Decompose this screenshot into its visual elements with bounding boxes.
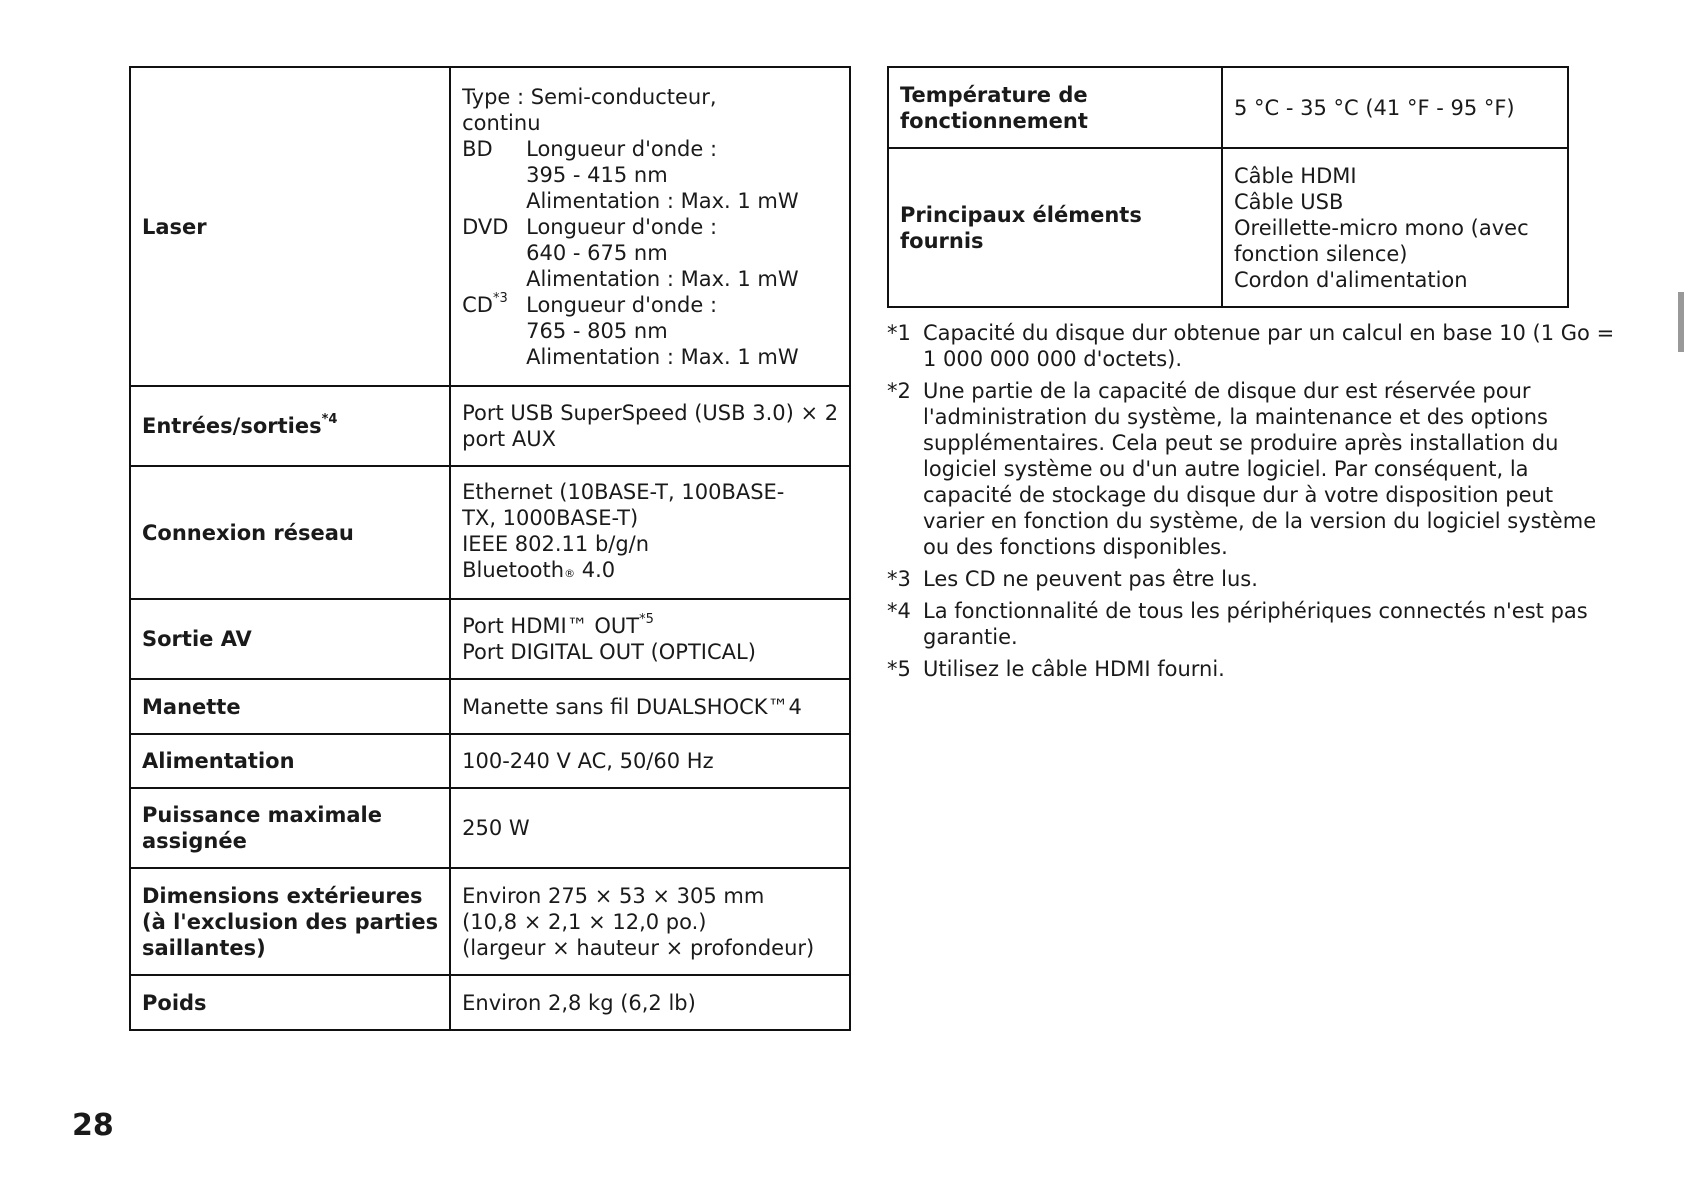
bluetooth-version: 4.0 <box>575 557 616 582</box>
value-line: (10,8 × 2,1 × 12,0 po.) <box>462 909 707 934</box>
spec-label-text: (à l'exclusion des parties <box>142 909 439 934</box>
section-edge-tab <box>1678 292 1684 352</box>
value-line: fonction silence) <box>1234 241 1408 266</box>
spec-label-text: Connexion réseau <box>142 520 354 545</box>
footnote-mark: *4 <box>887 599 911 623</box>
value-line: Port USB SuperSpeed (USB 3.0) × 2 <box>462 401 839 425</box>
spec-value <box>1222 67 1568 148</box>
footnote-mark: *3 <box>887 567 911 591</box>
table-row <box>130 975 850 1030</box>
laser-tag: BD <box>462 136 493 161</box>
footnote <box>887 320 1615 372</box>
value-line: 765 - 805 nm <box>526 318 668 343</box>
page-number: 28 <box>72 1108 114 1143</box>
spec-value <box>1222 148 1568 307</box>
footnote <box>887 566 1569 592</box>
table-row <box>130 868 850 975</box>
spec-value <box>450 679 850 734</box>
footnote-line: varier en fonction du système, de la version du logiciel système <box>923 509 1597 533</box>
value-line: (largeur × hauteur × profondeur) <box>462 935 815 960</box>
spec-table-left <box>129 66 851 1031</box>
table-row <box>130 599 850 679</box>
spec-table-right <box>887 66 1569 308</box>
laser-tag-text: CD <box>462 292 493 317</box>
spec-label <box>888 148 1222 307</box>
value-line: Câble HDMI <box>1234 163 1357 188</box>
value-line: Longueur d'onde : <box>526 136 718 161</box>
laser-dvd <box>462 214 838 292</box>
footnote-line: l'administration du système, la maintenance et des options <box>923 405 1548 429</box>
spec-label <box>130 599 450 679</box>
value-line: Alimentation : Max. 1 mW <box>526 344 799 369</box>
table-row <box>130 466 850 599</box>
footnote-line: 1 000 000 000 d'octets). <box>923 347 1183 371</box>
value-line: Manette sans fil DUALSHOCK™4 <box>462 694 802 719</box>
spec-label <box>130 734 450 788</box>
footnote-line: supplémentaires. Cela peut se produire après installation du <box>923 431 1559 455</box>
laser-tag <box>462 292 526 370</box>
value-line <box>462 557 838 587</box>
footnote-line: Les CD ne peuvent pas être lus. <box>923 567 1258 591</box>
footnote-line: Une partie de la capacité de disque dur est réservée pour <box>923 379 1531 403</box>
value-line: 640 - 675 nm <box>526 240 668 265</box>
spec-value <box>450 466 850 599</box>
footnote-line: capacité de stockage du disque dur à votre disposition peut <box>923 483 1554 507</box>
table-row <box>130 386 850 466</box>
value-line: Environ 275 × 53 × 305 mm <box>462 883 765 908</box>
footnote-ref: *3 <box>492 290 508 306</box>
spec-label-text: Dimensions extérieures <box>142 883 423 908</box>
footnote-ref: *5 <box>639 612 654 627</box>
spec-label-text: fonctionnement <box>900 108 1088 133</box>
value-line: 100-240 V AC, 50/60 Hz <box>462 749 714 773</box>
bluetooth-text: Bluetooth <box>462 557 565 582</box>
footnote-line: logiciel système ou d'un autre logiciel. Par conséquent, la <box>923 457 1529 481</box>
spec-value <box>450 975 850 1030</box>
footnote-line: La fonctionnalité de tous les périphériques connectés n'est pas <box>923 599 1588 623</box>
value-line: 250 W <box>462 816 530 840</box>
footnote-ref: *4 <box>321 412 338 427</box>
value-line: Ethernet (10BASE-T, 100BASE- <box>462 479 785 504</box>
footnote-line: garantie. <box>923 625 1018 649</box>
footnote-line: ou des fonctions disponibles. <box>923 535 1228 559</box>
value-line: continu <box>462 110 541 135</box>
value-line: Longueur d'onde : <box>526 292 718 317</box>
registered-mark: ® <box>564 566 576 580</box>
value-line: Type : Semi-conducteur, <box>462 84 717 109</box>
spec-label <box>130 67 450 386</box>
value-line: 395 - 415 nm <box>526 162 668 187</box>
footnote-line: Capacité du disque dur obtenue par un calcul en base 10 (1 Go = <box>923 321 1615 345</box>
value-line: port AUX <box>462 427 556 451</box>
laser-cd <box>462 292 838 370</box>
laser-tag: DVD <box>462 214 509 239</box>
laser-bd <box>462 136 838 214</box>
table-row <box>130 788 850 868</box>
spec-label <box>130 788 450 868</box>
footnote-line: Utilisez le câble HDMI fourni. <box>923 657 1225 681</box>
spec-label-text: Sortie AV <box>142 627 252 651</box>
spec-label-text: Entrées/sorties <box>142 414 322 438</box>
spec-value <box>450 868 850 975</box>
spec-label <box>888 67 1222 148</box>
footnote-mark: *5 <box>887 657 911 681</box>
value-line: Alimentation : Max. 1 mW <box>526 188 799 213</box>
spec-value <box>450 788 850 868</box>
spec-label <box>130 975 450 1030</box>
footnote <box>887 378 1597 560</box>
spec-label-text: Alimentation <box>142 749 295 773</box>
value-line: Cordon d'alimentation <box>1234 267 1468 292</box>
table-row <box>130 67 850 386</box>
value-line: Environ 2,8 kg (6,2 lb) <box>462 990 696 1015</box>
spec-label <box>130 868 450 975</box>
value-line <box>462 613 838 639</box>
spec-value <box>450 67 850 386</box>
spec-label-text: assignée <box>142 829 247 853</box>
spec-label <box>130 679 450 734</box>
table-row <box>130 734 850 788</box>
spec-label-text: saillantes) <box>142 935 266 960</box>
spec-label-text: Température de <box>900 82 1088 107</box>
spec-label-text: Laser <box>142 214 207 239</box>
value-line: Câble USB <box>1234 189 1344 214</box>
spec-label-text: Manette <box>142 694 241 719</box>
spec-label-text: Principaux éléments fournis <box>900 202 1142 253</box>
spec-label <box>130 466 450 599</box>
spec-value <box>450 734 850 788</box>
footnote-mark: *2 <box>887 379 911 403</box>
spec-label <box>130 386 450 466</box>
value-line: Alimentation : Max. 1 mW <box>526 266 799 291</box>
table-row <box>130 679 850 734</box>
spec-value <box>450 599 850 679</box>
table-row <box>888 67 1568 148</box>
value-line: Port DIGITAL OUT (OPTICAL) <box>462 640 756 664</box>
footnotes <box>887 320 1615 688</box>
footnote <box>887 598 1588 650</box>
table-row <box>888 148 1568 307</box>
value-line: 5 °C - 35 °C (41 °F - 95 °F) <box>1234 95 1515 120</box>
value-line: TX, 1000BASE-T) <box>462 505 639 530</box>
footnote-mark: *1 <box>887 321 911 345</box>
spec-label-text: Puissance maximale <box>142 803 382 827</box>
footnote <box>887 656 1569 682</box>
hdmi-port-text: Port HDMI™ OUT <box>462 614 640 638</box>
spec-label-text: Poids <box>142 990 207 1015</box>
value-line: Longueur d'onde : <box>526 214 718 239</box>
value-line: IEEE 802.11 b/g/n <box>462 531 650 556</box>
value-line: Oreillette-micro mono (avec <box>1234 215 1529 240</box>
spec-value <box>450 386 850 466</box>
